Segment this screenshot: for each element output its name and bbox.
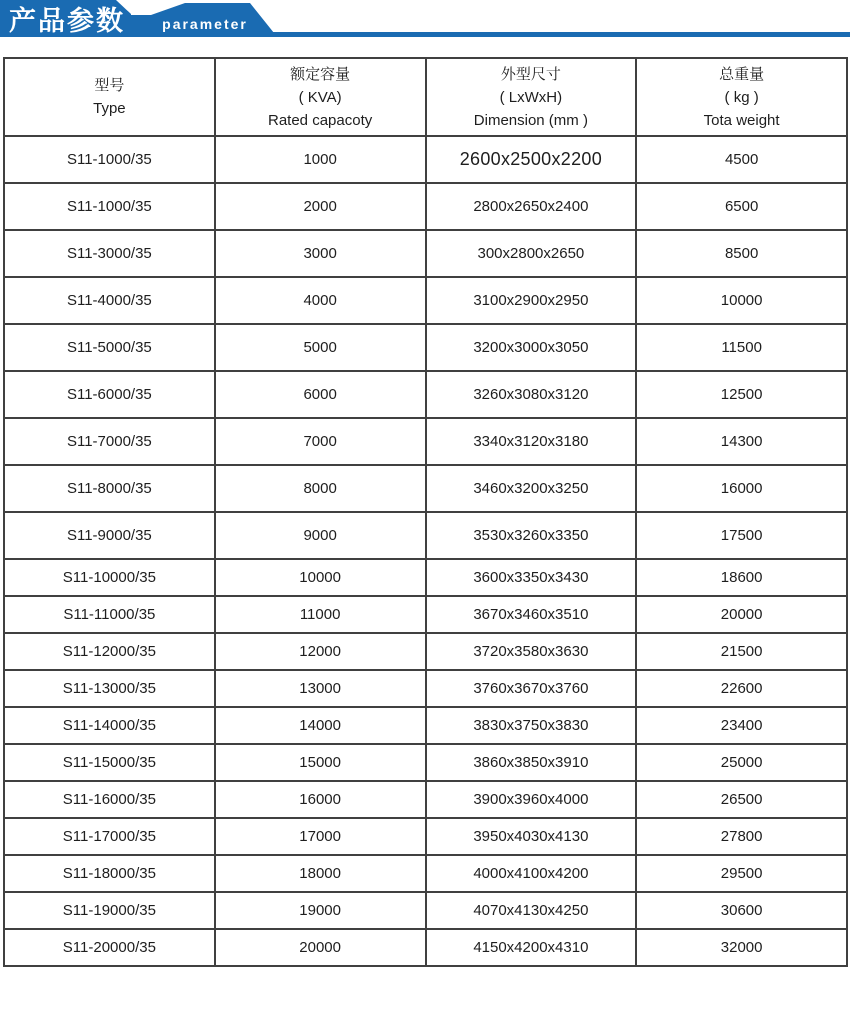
cell-weight: 22600 [636, 670, 847, 707]
cell-capacity: 2000 [215, 183, 426, 230]
table-row [4, 781, 847, 818]
cell-type: S11-13000/35 [4, 670, 215, 707]
cell-weight: 16000 [636, 465, 847, 512]
cell-dimension: 3260x3080x3120 [426, 371, 637, 418]
column-header-line: 总重量 [719, 65, 765, 83]
cell-weight: 8500 [636, 230, 847, 277]
cell-dimension: 3760x3670x3760 [426, 670, 637, 707]
cell-type: S11-17000/35 [4, 818, 215, 855]
cell-capacity: 6000 [215, 371, 426, 418]
cell-capacity: 19000 [215, 892, 426, 929]
cell-type: S11-7000/35 [4, 418, 215, 465]
cell-capacity: 8000 [215, 465, 426, 512]
cell-capacity: 11000 [215, 596, 426, 633]
column-header-line: Rated capacoty [268, 111, 373, 129]
table-row [4, 324, 847, 371]
header-row [4, 58, 847, 136]
column-header-line: ( kg ) [724, 88, 759, 106]
cell-dimension: 3100x2900x2950 [426, 277, 637, 324]
table-row [4, 596, 847, 633]
cell-type: S11-18000/35 [4, 855, 215, 892]
cell-weight: 26500 [636, 781, 847, 818]
table-row [4, 371, 847, 418]
cell-capacity: 17000 [215, 818, 426, 855]
cell-dimension: 4070x4130x4250 [426, 892, 637, 929]
cell-weight: 10000 [636, 277, 847, 324]
column-header-capacity [215, 58, 426, 136]
page-title: 产品参数 [9, 5, 125, 36]
cell-dimension: 3900x3960x4000 [426, 781, 637, 818]
cell-dimension: 3860x3850x3910 [426, 744, 637, 781]
cell-dimension: 4000x4100x4200 [426, 855, 637, 892]
column-header-type [4, 58, 215, 136]
cell-weight: 12500 [636, 371, 847, 418]
cell-weight: 20000 [636, 596, 847, 633]
cell-type: S11-12000/35 [4, 633, 215, 670]
column-header-line: Tota weight [703, 111, 780, 129]
cell-type: S11-1000/35 [4, 136, 215, 183]
cell-capacity: 18000 [215, 855, 426, 892]
cell-capacity: 14000 [215, 707, 426, 744]
cell-type: S11-8000/35 [4, 465, 215, 512]
cell-type: S11-9000/35 [4, 512, 215, 559]
cell-capacity: 12000 [215, 633, 426, 670]
table-row [4, 465, 847, 512]
table-row [4, 633, 847, 670]
cell-weight: 23400 [636, 707, 847, 744]
table-row [4, 670, 847, 707]
table-row [4, 707, 847, 744]
table-row [4, 929, 847, 966]
cell-dimension: 3340x3120x3180 [426, 418, 637, 465]
cell-weight: 4500 [636, 136, 847, 183]
table-row [4, 277, 847, 324]
page-subtitle: parameter [162, 16, 248, 32]
cell-type: S11-19000/35 [4, 892, 215, 929]
table-row [4, 512, 847, 559]
column-header-line: ( KVA) [298, 88, 342, 106]
column-header-line: Type [93, 100, 126, 117]
table-row [4, 136, 847, 183]
cell-capacity: 9000 [215, 512, 426, 559]
parameter-table-head [4, 58, 847, 136]
cell-capacity: 10000 [215, 559, 426, 596]
cell-weight: 21500 [636, 633, 847, 670]
cell-capacity: 7000 [215, 418, 426, 465]
cell-type: S11-10000/35 [4, 559, 215, 596]
column-header-line: Dimension (mm ) [473, 111, 588, 129]
cell-capacity: 15000 [215, 744, 426, 781]
cell-capacity: 1000 [215, 136, 426, 183]
cell-weight: 32000 [636, 929, 847, 966]
cell-dimension: 300x2800x2650 [426, 230, 637, 277]
cell-dimension: 3530x3260x3350 [426, 512, 637, 559]
cell-dimension: 3830x3750x3830 [426, 707, 637, 744]
column-header-dimension [426, 58, 637, 136]
table-row [4, 559, 847, 596]
cell-capacity: 13000 [215, 670, 426, 707]
cell-weight: 30600 [636, 892, 847, 929]
cell-capacity: 16000 [215, 781, 426, 818]
cell-weight: 17500 [636, 512, 847, 559]
column-header-line: 型号 [94, 77, 125, 94]
column-header-line: ( LxWxH) [499, 88, 563, 106]
table-row [4, 892, 847, 929]
table-row [4, 855, 847, 892]
cell-type: S11-15000/35 [4, 744, 215, 781]
parameter-table-body [4, 136, 847, 966]
cell-weight: 25000 [636, 744, 847, 781]
cell-dimension: 3720x3580x3630 [426, 633, 637, 670]
cell-weight: 11500 [636, 324, 847, 371]
cell-type: S11-3000/35 [4, 230, 215, 277]
table-row [4, 183, 847, 230]
cell-capacity: 5000 [215, 324, 426, 371]
column-header-weight [636, 58, 847, 136]
cell-dimension: 3600x3350x3430 [426, 559, 637, 596]
parameter-table [3, 57, 848, 967]
column-header-line: 外型尺寸 [500, 65, 561, 83]
cell-dimension: 3460x3200x3250 [426, 465, 637, 512]
table-row [4, 818, 847, 855]
cell-type: S11-11000/35 [4, 596, 215, 633]
table-row [4, 418, 847, 465]
cell-dimension: 3200x3000x3050 [426, 324, 637, 371]
cell-type: S11-20000/35 [4, 929, 215, 966]
section-header [0, 0, 850, 38]
cell-weight: 18600 [636, 559, 847, 596]
cell-dimension: 4150x4200x4310 [426, 929, 637, 966]
cell-dimension: 3670x3460x3510 [426, 596, 637, 633]
cell-dimension: 2600x2500x2200 [426, 136, 637, 183]
cell-type: S11-4000/35 [4, 277, 215, 324]
cell-weight: 14300 [636, 418, 847, 465]
table-row [4, 744, 847, 781]
cell-capacity: 20000 [215, 929, 426, 966]
cell-type: S11-14000/35 [4, 707, 215, 744]
cell-dimension: 3950x4030x4130 [426, 818, 637, 855]
cell-weight: 27800 [636, 818, 847, 855]
cell-type: S11-5000/35 [4, 324, 215, 371]
cell-capacity: 3000 [215, 230, 426, 277]
cell-capacity: 4000 [215, 277, 426, 324]
column-header-line: 额定容量 [290, 65, 351, 83]
cell-type: S11-1000/35 [4, 183, 215, 230]
cell-weight: 6500 [636, 183, 847, 230]
table-row [4, 230, 847, 277]
cell-dimension: 2800x2650x2400 [426, 183, 637, 230]
cell-type: S11-6000/35 [4, 371, 215, 418]
cell-weight: 29500 [636, 855, 847, 892]
cell-type: S11-16000/35 [4, 781, 215, 818]
